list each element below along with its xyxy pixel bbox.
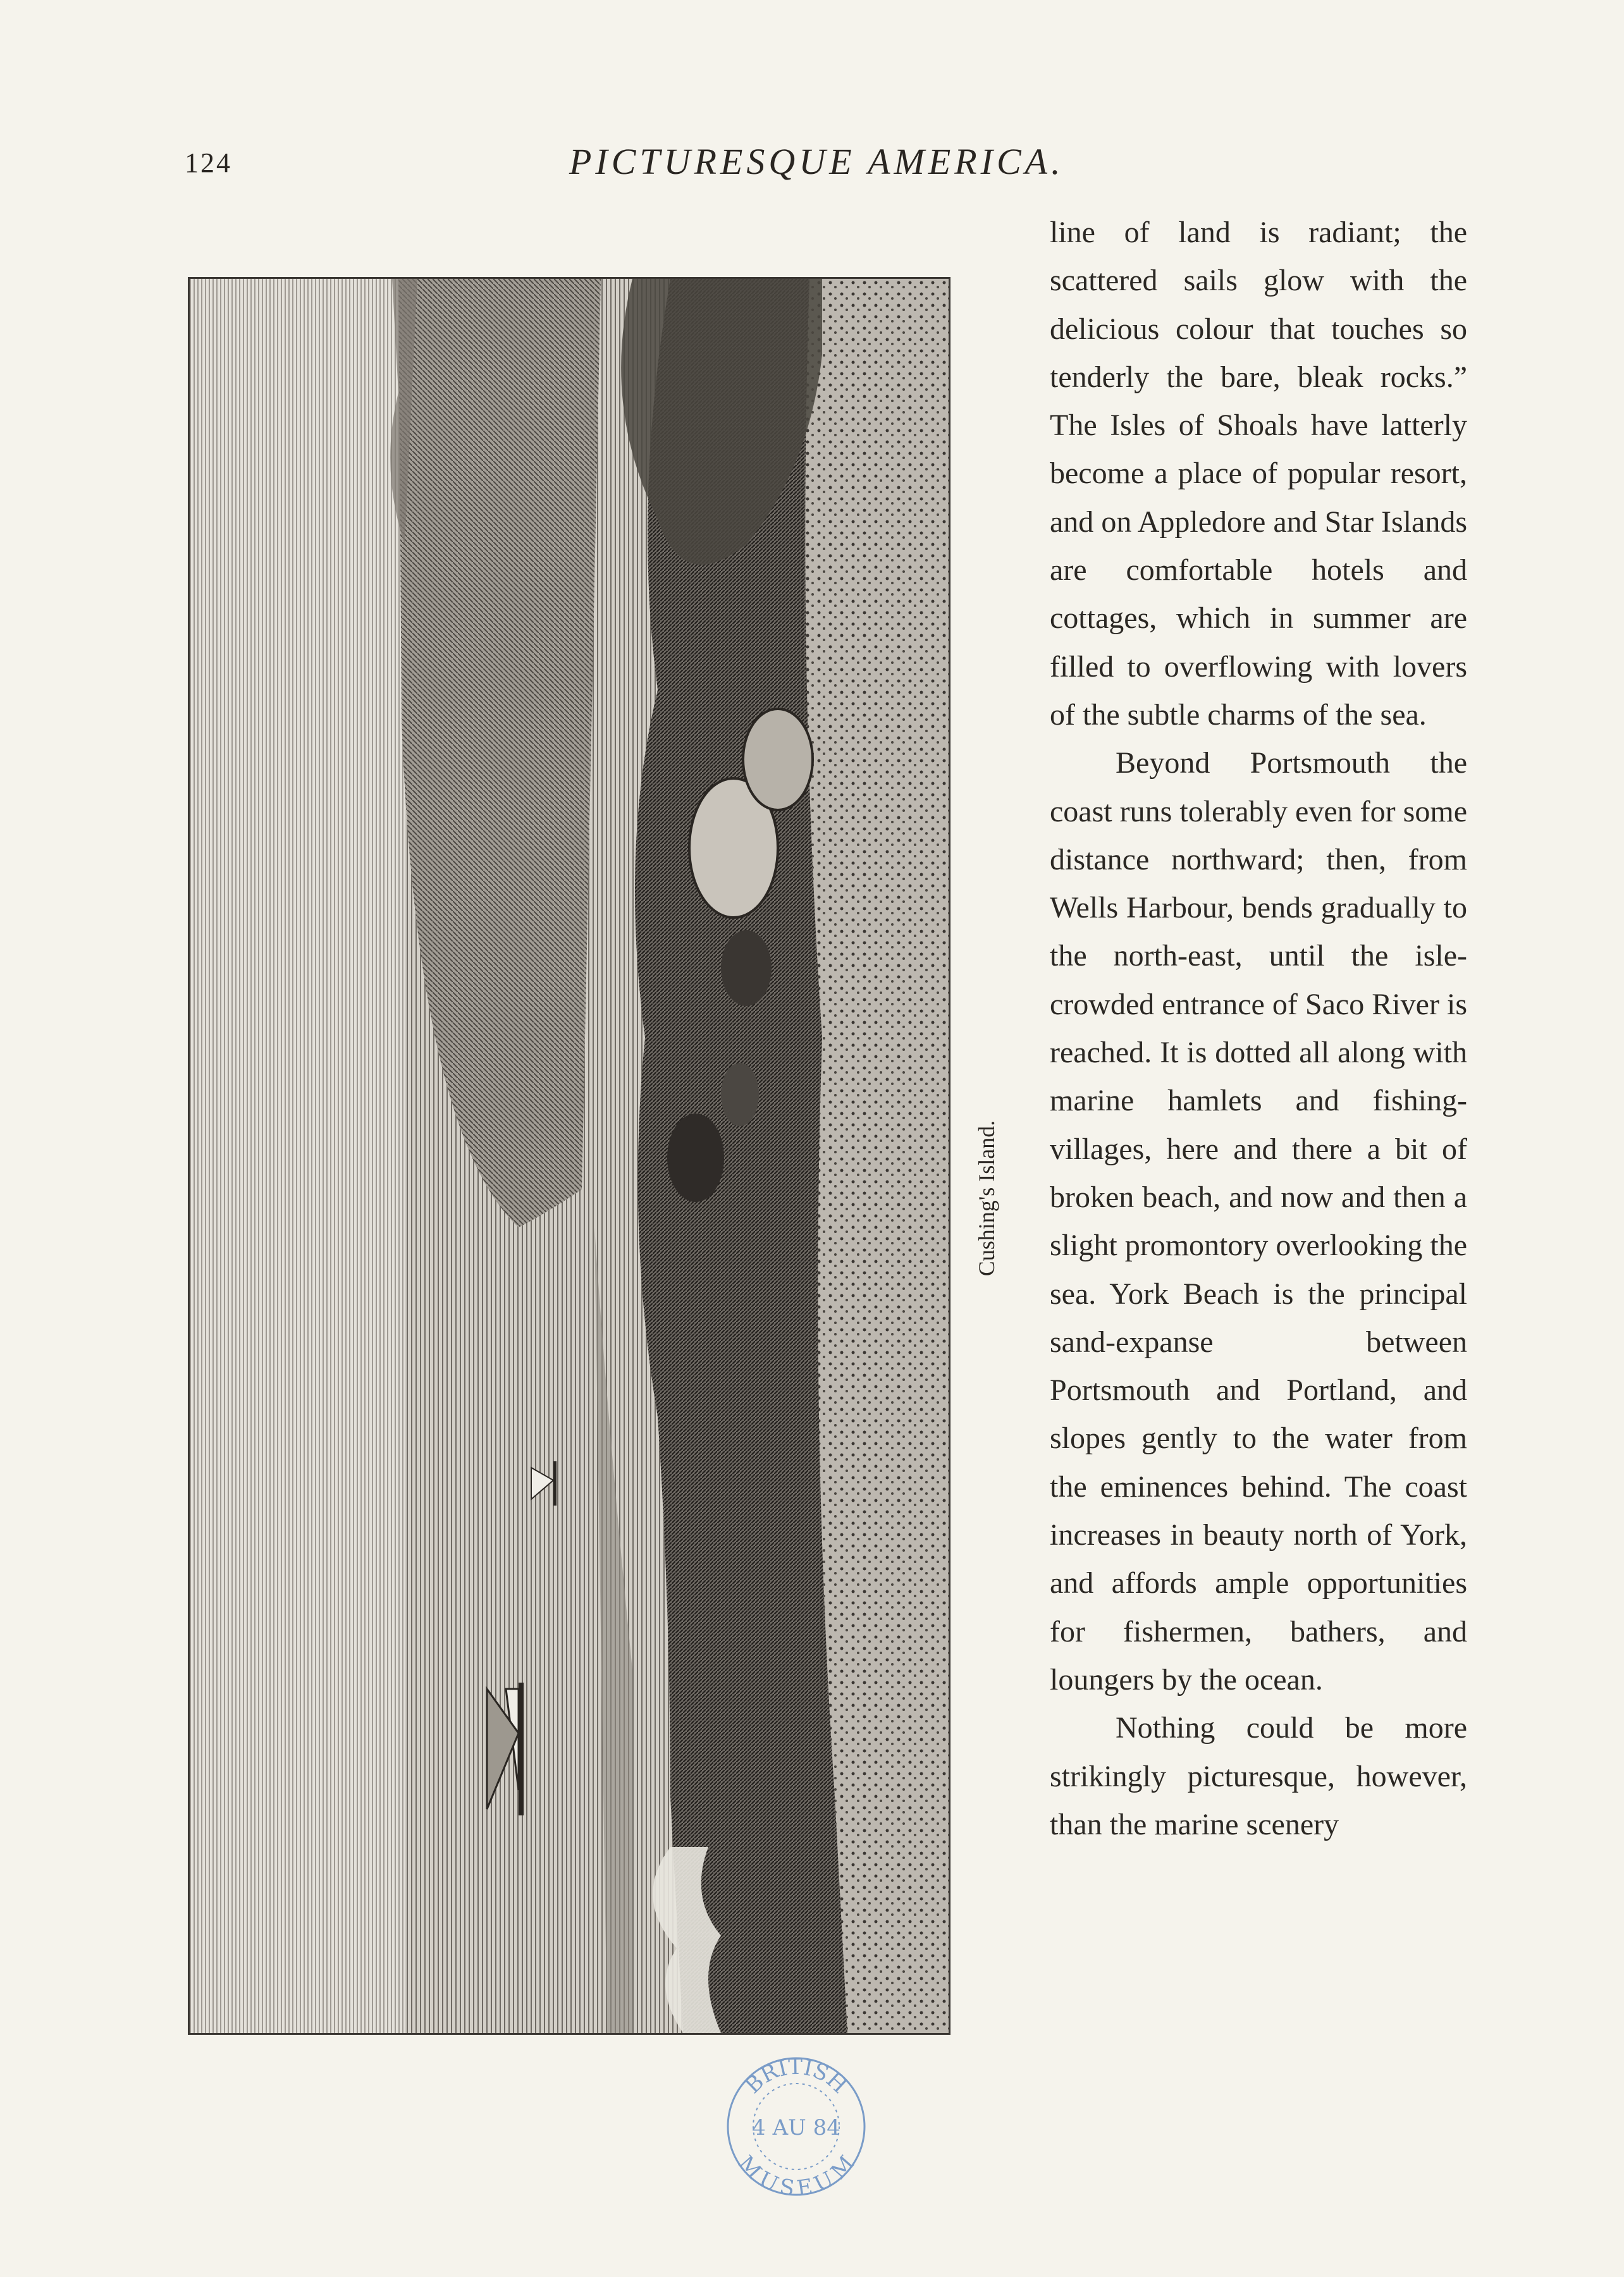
paragraph: Nothing could be more strikingly picturesque, however, than the marine scenery xyxy=(1050,1711,1467,1841)
stamp-date: 4 AU 84 xyxy=(752,2115,840,2140)
running-title: PICTURESQUE AMERICA. xyxy=(569,141,1064,182)
stamp-bottom-text: MUSEUM xyxy=(733,2151,859,2198)
seascape-engraving xyxy=(190,279,949,2033)
paragraph: Beyond Portsmouth the coast runs tolerably even for some distance northward; then, from Wells Harbour, bends gradually to the north-east, until the isle-crowded entrance of Saco River is reached. It is dotted all along with marine hamlets and fishing-villages, here and there a bit of broken beach, and now and then a slight promontory overlooking the sea. York Beach is the principal sand-expanse between Portsmouth and Portland, and slopes gently to the water from the eminences behind. The coast increases in beauty north of York, and affords ample opportunities for fishermen, bathers, and loungers by the ocean. xyxy=(1050,746,1467,1697)
paragraph: line of land is radiant; the scattered sails glow with the delicious colour that touches so tenderly the bare, bleak rocks.” The Isles of Shoals have latterly become a place of popular resort, and on Appledore and Star Islands are comfortable hotels and cottages, which in summer are filled to overflowing with lovers of the subtle charms of the sea. xyxy=(1050,216,1467,732)
sky xyxy=(190,279,405,2033)
engraving-plate xyxy=(188,277,950,2035)
illustration-caption: Cushing's Island. xyxy=(974,1120,999,1277)
boulder xyxy=(743,709,813,810)
stamp-top-text: BRITISH xyxy=(740,2055,852,2099)
body-text-column xyxy=(1050,209,1467,1849)
british-museum-stamp xyxy=(725,2055,868,2198)
page-number: 124 xyxy=(185,147,232,178)
